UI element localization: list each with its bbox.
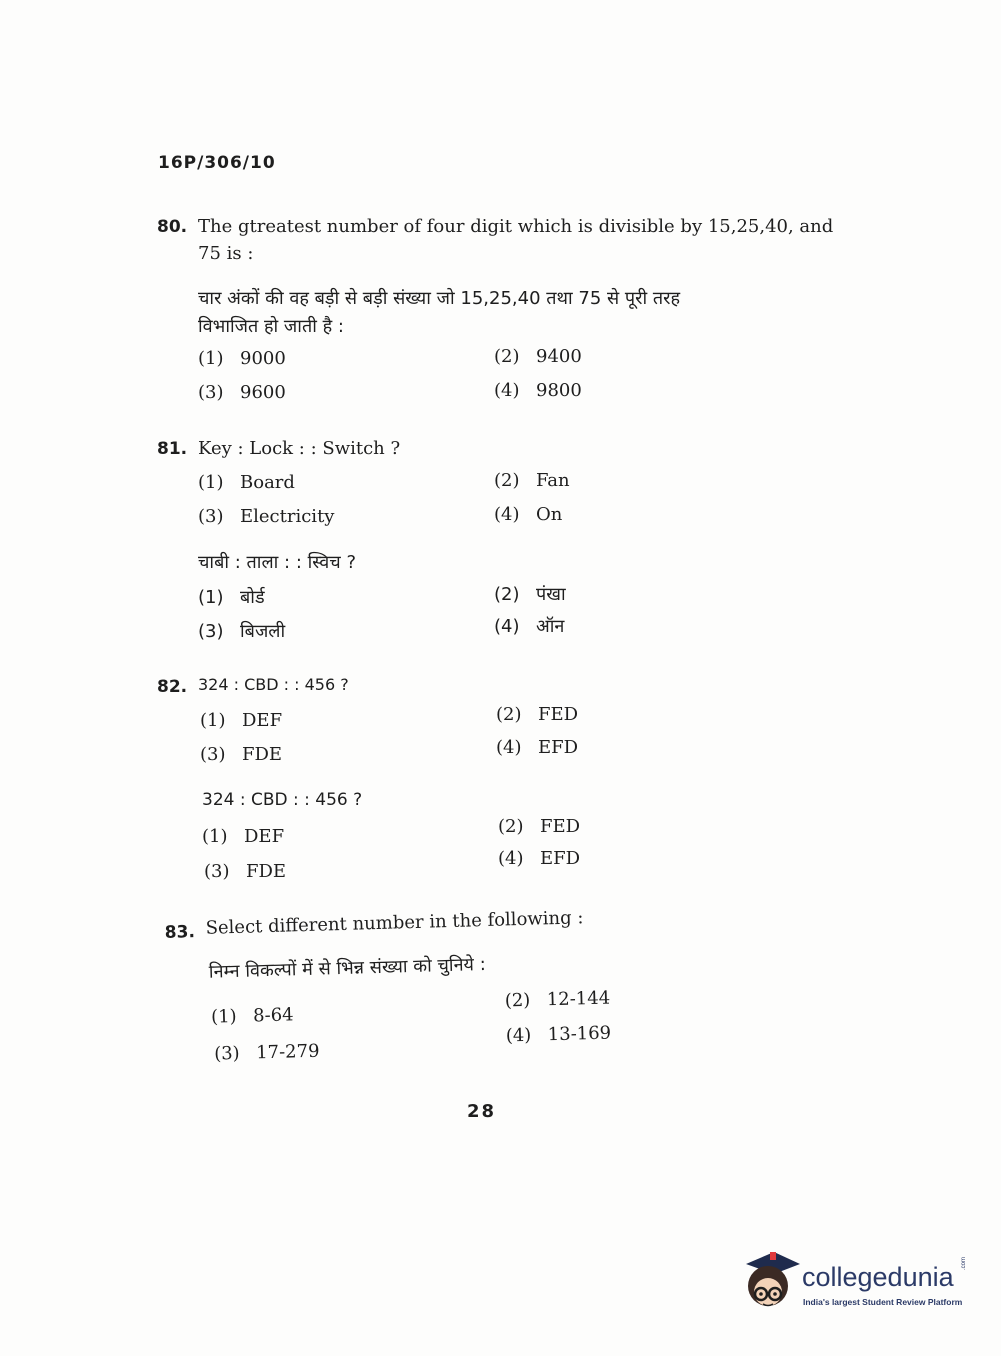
question-83-text: Select different number in the following : [205,907,584,939]
question-80-number: 80. [157,217,188,237]
question-81-hindi-option-1: (1) बोर्ड [198,587,265,608]
question-81-text: Key : Lock : : Switch ? [198,438,401,459]
question-82-option-2: (2) FED [496,704,579,725]
question-81-hindi-option-3: (3) बिजली [198,621,286,642]
question-83-number: 83. [164,922,196,943]
question-81-hindi-option-4: (4) ऑन [494,616,565,637]
question-82-number: 82. [157,677,188,697]
question-80-hindi-line1: चार अंकों की वह बड़ी से बड़ी संख्या जो 15,25,40 तथा 75 से पूरी तरह [198,288,681,309]
question-82-repeat-option-2: (2) FED [498,816,581,837]
question-82-repeat-option-3: (3) FDE [204,861,287,882]
brand-tagline: India's largest Student Review Platform [803,1297,963,1307]
question-81-option-4: (4) On [494,504,563,525]
mascot-icon [740,1250,800,1314]
question-80-option-4: (4) 9800 [494,380,582,401]
question-81-hindi-option-2: (2) पंखा [494,584,566,605]
question-82-repeat-option-4: (4) EFD [498,848,581,869]
question-80-hindi-line2: विभाजित हो जाती है : [198,316,344,337]
question-82-option-3: (3) FDE [200,744,283,765]
question-82-option-4: (4) EFD [496,737,579,758]
question-80-option-3: (3) 9600 [198,382,286,403]
question-82-repeat-text: 324 : CBD : : 456 ? [202,790,363,810]
question-83-option-4: (4) 13-169 [505,1022,612,1047]
question-82-option-1: (1) DEF [200,710,283,731]
question-82-text: 324 : CBD : : 456 ? [198,675,349,694]
question-80-option-2: (2) 9400 [494,346,582,367]
page-number: 28 [467,1101,497,1122]
question-82-repeat-option-1: (1) DEF [202,826,285,847]
question-81-number: 81. [157,439,188,459]
question-83-hindi-text: निम्न विकल्पों में से भिन्न संख्या को चुनिये : [208,953,487,983]
question-83-option-3: (3) 17-279 [213,1040,320,1065]
question-80-text-line2: 75 is : [198,243,254,264]
paper-code: 16P/306/10 [158,153,276,173]
question-81-option-3: (3) Electricity [198,506,335,527]
question-83-option-2: (2) 12-144 [504,987,611,1012]
question-81-option-1: (1) Board [198,472,295,493]
question-83-option-1: (1) 8-64 [210,1004,294,1028]
question-80-text-line1: The gtreatest number of four digit which is divisible by 15,25,40, and [198,216,834,237]
question-81-hindi-text: चाबी : ताला : : स्विच ? [198,552,356,573]
brand-name: collegedunia [802,1262,954,1292]
brand-suffix: .com [961,1256,967,1270]
collegedunia-logo [740,1250,970,1320]
question-81-option-2: (2) Fan [494,470,570,491]
question-80-option-1: (1) 9000 [198,348,286,369]
